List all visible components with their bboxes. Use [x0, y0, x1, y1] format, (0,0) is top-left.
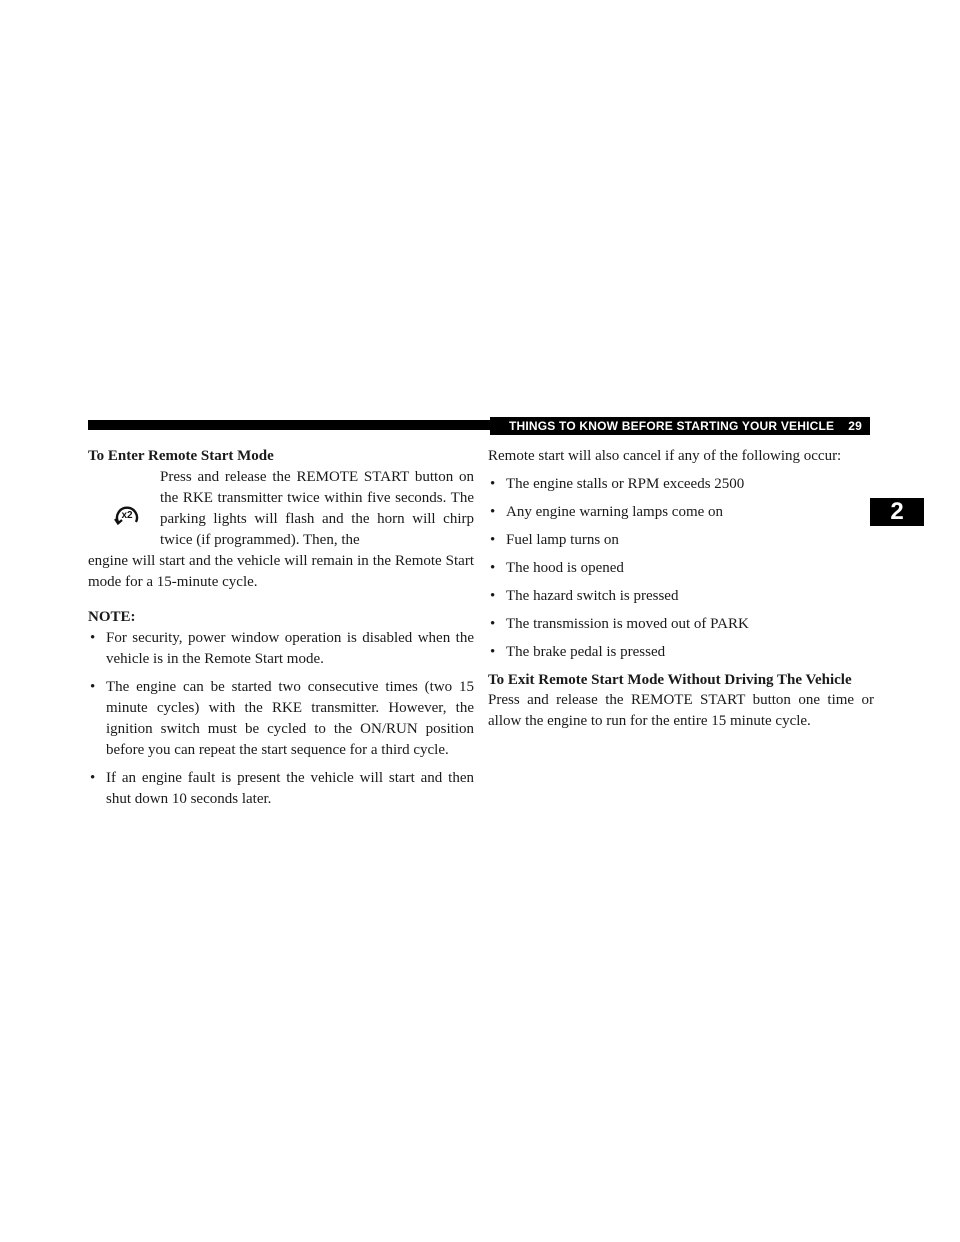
- enter-remote-start-heading: To Enter Remote Start Mode: [88, 448, 274, 464]
- list-item: • The brake pedal is pressed: [488, 642, 874, 663]
- note-item: • The engine can be started two consecutive times (two 15 minute cycles) with the RKE transmitter. However, the ignition switch must be cycled to the ON/RUN position before you can repeat the start sequence for a third cycle.: [88, 677, 474, 761]
- section-title: THINGS TO KNOW BEFORE STARTING YOUR VEHICLE: [508, 419, 835, 433]
- list-item: • Fuel lamp turns on: [488, 530, 874, 551]
- note-item: • For security, power window operation is disabled when the vehicle is in the Remote Start mode.: [88, 628, 474, 670]
- note-list: [88, 628, 474, 810]
- page-number: 29: [848, 419, 862, 433]
- list-item: • The hazard switch is pressed: [488, 586, 874, 607]
- right-column: [488, 446, 874, 732]
- remote-start-x2-icon: [112, 500, 142, 530]
- left-column: [88, 446, 474, 817]
- cancel-intro: Remote start will also cancel if any of the following occur:: [488, 448, 842, 464]
- list-item: • The transmission is moved out of PARK: [488, 614, 874, 635]
- icon-label: x2: [121, 510, 133, 521]
- enter-remote-start-block: [88, 467, 474, 593]
- exit-remote-start-heading: To Exit Remote Start Mode Without Driving The Vehicle: [488, 672, 852, 688]
- chapter-tab: 2: [870, 498, 924, 526]
- list-item: • Any engine warning lamps come on: [488, 502, 874, 523]
- cancel-conditions-list: [488, 474, 874, 663]
- note-title: NOTE:: [88, 609, 136, 625]
- exit-instructions: Press and release the REMOTE START button one time or allow the engine to run for the entire 15 minute cycle.: [488, 692, 874, 729]
- list-item: • The hood is opened: [488, 558, 874, 579]
- enter-instructions-continued: engine will start and the vehicle will remain in the Remote Start mode for a 15-minute cycle.: [88, 553, 474, 590]
- page-header: [490, 417, 870, 435]
- note-item: • If an engine fault is present the vehicle will start and then shut down 10 seconds later.: [88, 768, 474, 810]
- enter-instructions: Press and release the REMOTE START button on the RKE transmitter twice within five seconds. The parking lights will flash and the horn will chirp twice (if programmed). Then, the: [160, 469, 474, 548]
- list-item: • The engine stalls or RPM exceeds 2500: [488, 474, 874, 495]
- header-rule: [88, 420, 490, 430]
